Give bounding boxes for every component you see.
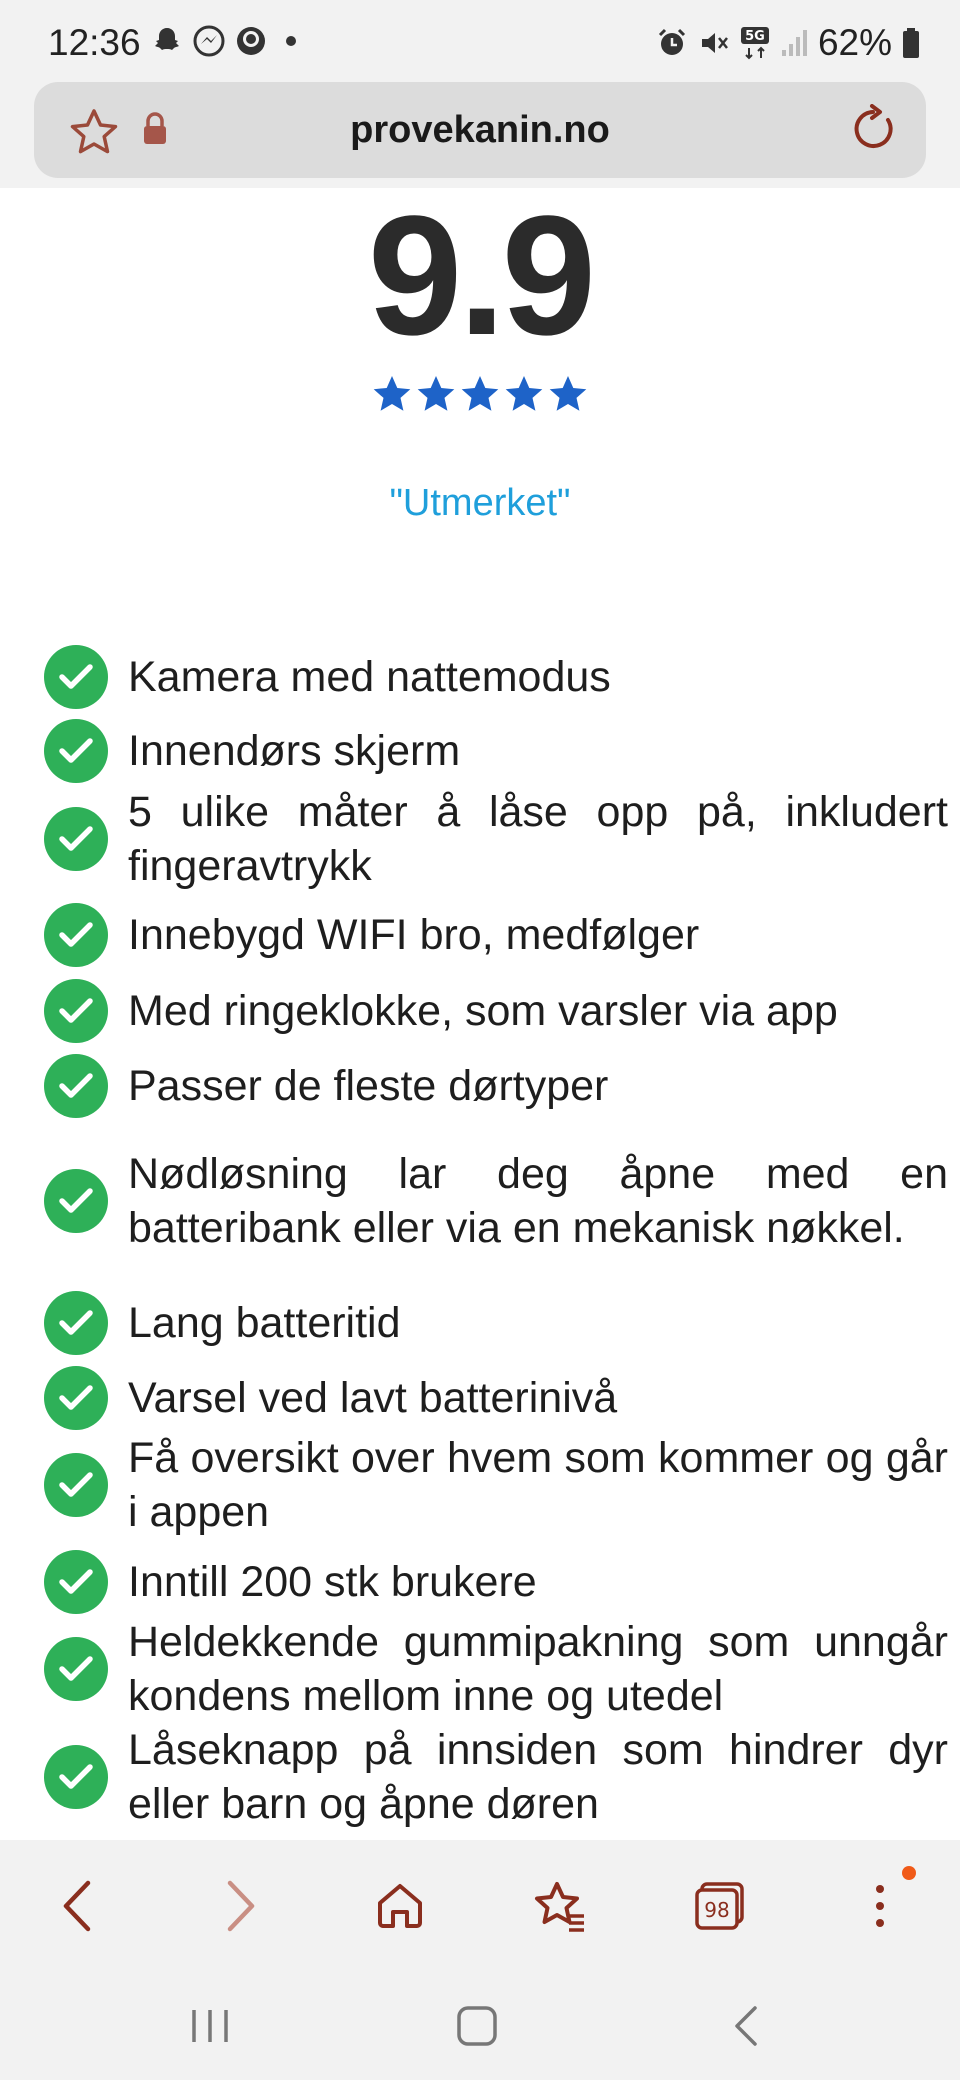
status-time: 12:36 <box>48 22 141 63</box>
star-icon <box>504 374 544 414</box>
forward-button[interactable] <box>208 1874 272 1938</box>
feature-text: Låseknapp på innsiden som hindrer dyr eller barn og åpne døren <box>128 1726 948 1828</box>
checkmark-icon <box>44 903 108 967</box>
battery-icon <box>902 27 920 59</box>
browser-toolbar <box>0 1840 960 1970</box>
feature-text: Nødløsning lar deg åpne med en batteribank eller via en mekanisk nøkkel. <box>128 1150 948 1252</box>
checkmark-icon <box>44 1550 108 1614</box>
feature-text: Inntill 200 stk brukere <box>128 1558 537 1606</box>
battery-percentage: 62% <box>817 22 892 63</box>
checkmark-icon <box>44 645 108 709</box>
feature-item <box>44 1366 948 1430</box>
feature-text: Lang batteritid <box>128 1299 401 1347</box>
home-square-icon <box>455 2004 499 2048</box>
feature-item <box>44 1723 948 1831</box>
feature-text: Varsel ved lavt batterinivå <box>128 1374 618 1422</box>
feature-item <box>44 1550 948 1614</box>
tab-count: 98 <box>704 1898 730 1922</box>
star-icon <box>460 374 500 414</box>
system-icons <box>656 22 920 64</box>
feature-item <box>44 1431 948 1539</box>
checkmark-icon <box>44 1453 108 1517</box>
recent-apps-icon <box>188 2006 232 2046</box>
url-text[interactable]: provekanin.no <box>350 109 610 151</box>
checkmark-icon <box>44 1637 108 1701</box>
feature-item <box>44 1615 948 1723</box>
checkmark-icon <box>44 1291 108 1355</box>
feature-text: Passer de fleste dørtyper <box>128 1062 609 1110</box>
bookmarks-star-icon <box>533 1880 587 1932</box>
rating-verdict: "Utmerket" <box>389 482 571 524</box>
home-button[interactable] <box>368 1874 432 1938</box>
feature-item <box>44 645 948 709</box>
checkmark-icon <box>44 1745 108 1809</box>
more-vert-icon <box>870 1881 890 1931</box>
checkmark-icon <box>44 1366 108 1430</box>
checkmark-icon <box>44 719 108 783</box>
checkmark-icon <box>44 1169 108 1233</box>
feature-item <box>44 903 948 967</box>
star-icon <box>548 374 588 414</box>
5g-icon <box>740 26 770 60</box>
feature-text: 5 ulike måter å låse opp på, inkludert fingeravtrykk <box>128 788 948 890</box>
feature-text: Innebygd WIFI bro, medfølger <box>128 911 700 959</box>
checkmark-icon <box>44 979 108 1043</box>
star-icon <box>372 374 412 414</box>
tabs-button[interactable] <box>688 1874 752 1938</box>
more-notifications-dot <box>286 36 296 46</box>
feature-item <box>44 1119 948 1283</box>
feature-item <box>44 979 948 1043</box>
star-icon <box>416 374 456 414</box>
forward-arrow-icon <box>222 1879 258 1933</box>
menu-button[interactable] <box>848 1874 912 1938</box>
back-button[interactable] <box>46 1874 110 1938</box>
feature-item <box>44 785 948 893</box>
alarm-icon <box>656 27 688 59</box>
feature-text: Få oversikt over hvem som kommer og går i appen <box>128 1434 948 1536</box>
feature-item <box>44 1054 948 1118</box>
messenger-icon <box>192 24 226 58</box>
mute-icon <box>698 27 730 59</box>
rating-stars <box>0 374 960 414</box>
back-nav-button[interactable] <box>716 1996 776 2056</box>
feature-text: Med ringeklokke, som varsler via app <box>128 987 838 1035</box>
feature-text: Innendørs skjerm <box>128 727 461 775</box>
notification-icons <box>150 24 296 58</box>
feature-text: Heldekkende gummipakning som unngår kondens mellom inne og utedel <box>128 1618 948 1720</box>
status-bar <box>0 0 960 88</box>
address-bar[interactable] <box>34 82 926 178</box>
back-arrow-icon <box>60 1879 96 1933</box>
signal-icon <box>780 28 808 58</box>
tabs-icon <box>693 1881 747 1931</box>
app-icon <box>234 24 268 58</box>
page-content <box>0 188 960 1840</box>
snapchat-icon <box>150 24 184 58</box>
checkmark-icon <box>44 1054 108 1118</box>
feature-item <box>44 719 948 783</box>
feature-text: Kamera med nattemodus <box>128 653 611 701</box>
system-nav-bar <box>0 1970 960 2080</box>
rating-score: 9.9 <box>367 188 593 371</box>
feature-item <box>44 1291 948 1355</box>
svg-text:5G: 5G <box>745 29 765 44</box>
notification-badge <box>902 1866 916 1880</box>
bookmarks-button[interactable] <box>528 1874 592 1938</box>
checkmark-icon <box>44 807 108 871</box>
home-icon <box>375 1881 425 1931</box>
back-chevron-icon <box>731 2004 761 2048</box>
recent-apps-button[interactable] <box>180 1996 240 2056</box>
home-nav-button[interactable] <box>447 1996 507 2056</box>
reload-icon[interactable] <box>848 104 898 154</box>
